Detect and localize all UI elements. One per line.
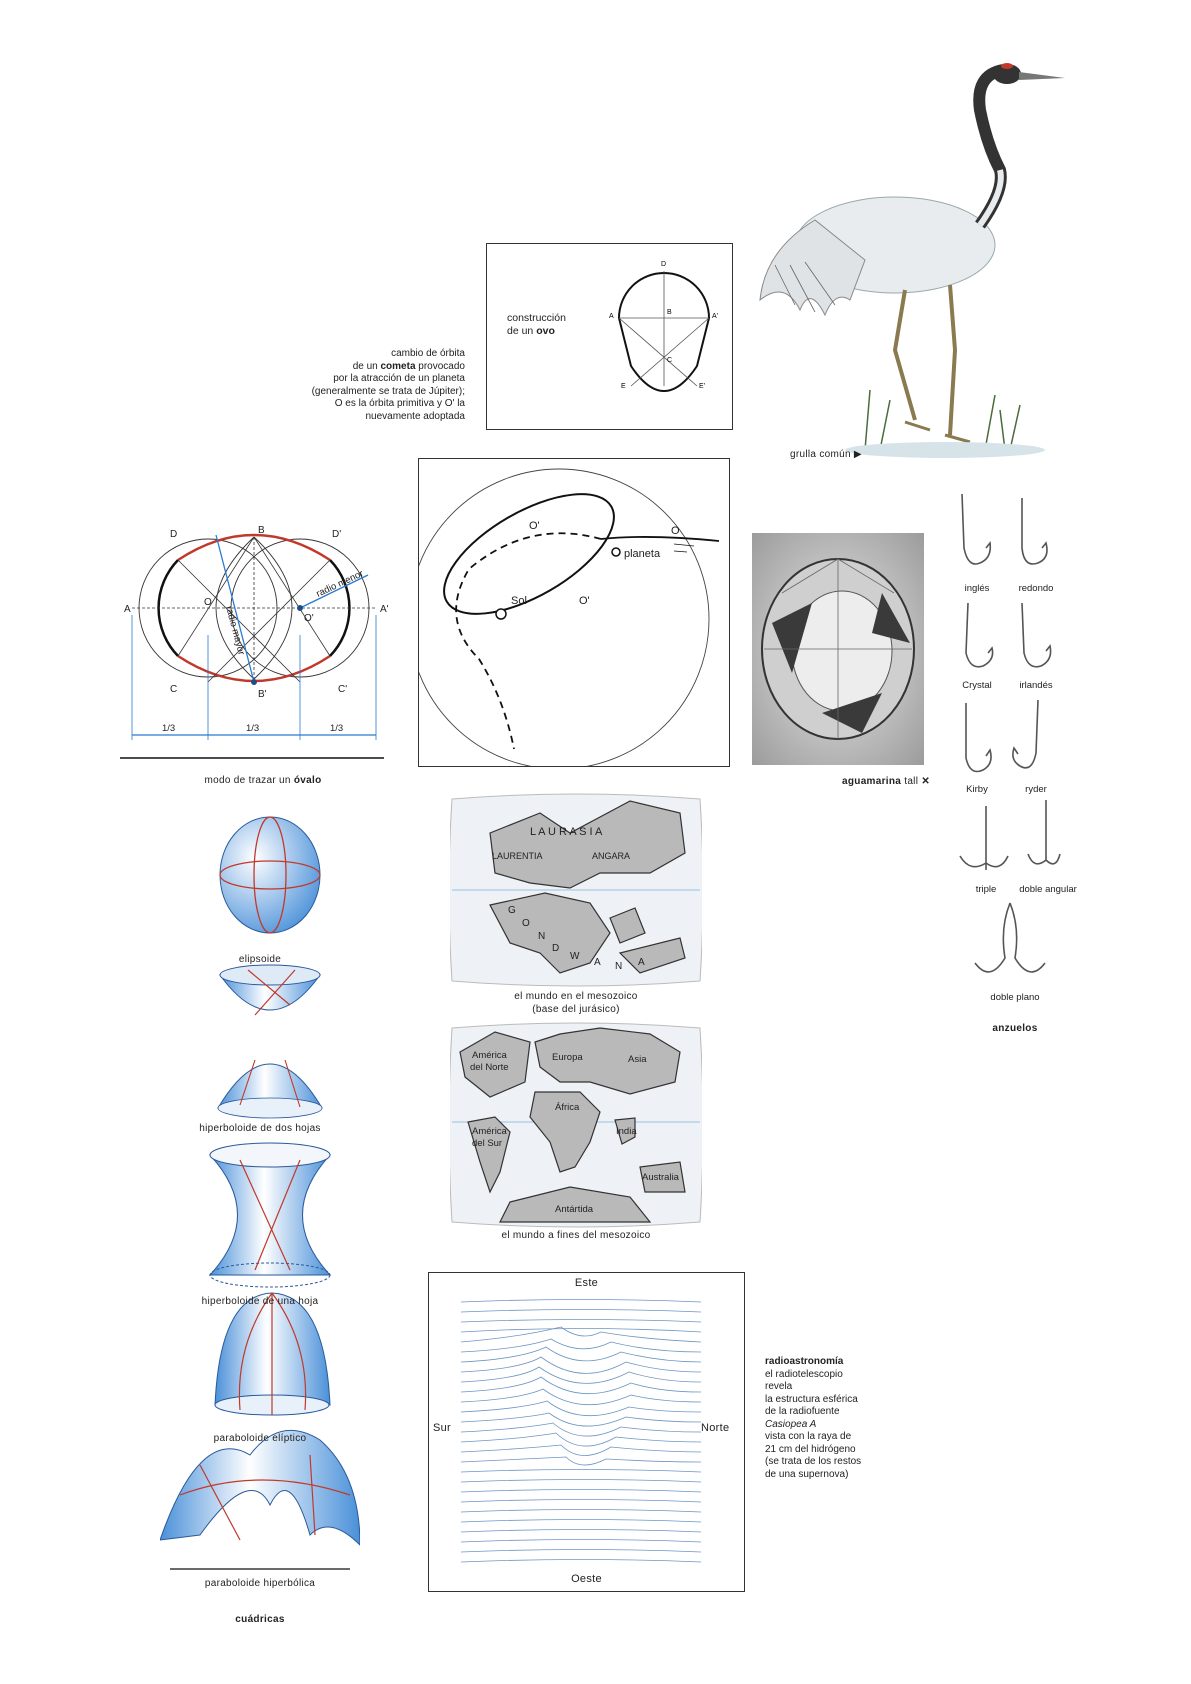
aquamarine-caption: aguamarina tall ✕ xyxy=(842,776,930,787)
radio-map-box xyxy=(428,1272,745,1592)
map2-label-america-sur-1: América xyxy=(472,1126,507,1137)
map1-label-laurentia: LAURENTIA xyxy=(492,851,543,861)
map1-caption: el mundo en el mesozoico (base del jurásico) xyxy=(514,991,638,1015)
ovo-label-ap: A' xyxy=(712,313,719,320)
quadric-label-hiperboloide-una-hoja: hiperboloide de una hoja xyxy=(201,1296,319,1307)
oval-third-1: 1/3 xyxy=(162,723,176,734)
map-mesozoic-end xyxy=(450,1022,702,1228)
ovo-label-c: C xyxy=(667,357,673,364)
ovo-label-d: D xyxy=(661,261,667,268)
oval-label-radio-mayor: radio mayor xyxy=(223,604,247,657)
map2-caption: el mundo a fines del mesozoico xyxy=(501,1230,651,1241)
radio-label-oeste: Oeste xyxy=(571,1573,602,1585)
crane-illustration xyxy=(755,50,1075,460)
hook-crystal-shape xyxy=(966,603,993,667)
oval-caption: modo de trazar un óvalo xyxy=(204,775,322,786)
hook-redondo-shape xyxy=(1022,498,1047,564)
hook-triple-shape xyxy=(960,806,1008,869)
oval-third-3: 1/3 xyxy=(330,723,344,734)
oval-label-cp: C' xyxy=(338,684,348,695)
oval-label-d: D xyxy=(170,529,178,540)
hook-label-ingles: inglés xyxy=(964,583,990,594)
map1-label-laurasia: L A U R A S I A xyxy=(530,826,603,838)
hook-label-triple: triple xyxy=(975,884,997,895)
map1-label-n2: N xyxy=(615,961,623,972)
oval-label-a: A xyxy=(124,604,131,615)
hook-label-doble-angular: doble angular xyxy=(1019,884,1077,895)
radio-caption: radioastronomía el radiotelescopio revela la estructura esférica de la radiofuente Casiopea A vista con la raya de 21 cm del hidrógeno (se trata de los restos de una supernova) xyxy=(765,1356,862,1480)
map1-label-w: W xyxy=(570,951,580,962)
map1-label-a2: A xyxy=(638,957,645,968)
map2-label-india: India xyxy=(616,1126,637,1137)
crane-caption: grulla común ▶ xyxy=(790,449,862,460)
radio-label-sur: Sur xyxy=(433,1422,452,1434)
hook-irlandes-shape xyxy=(1022,603,1051,667)
ovo-diagram xyxy=(597,246,732,426)
quadrics-title: cuádricas xyxy=(235,1614,285,1625)
quadric-label-paraboloide-eliptico: paraboloide elíptico xyxy=(213,1433,307,1444)
comet-diagram-box xyxy=(418,458,730,767)
oval-label-radio-menor: radio menor xyxy=(314,568,366,600)
hook-label-irlandes: irlandés xyxy=(1019,680,1053,691)
hook-doble-angular-shape xyxy=(1028,800,1060,864)
quadrics-illustration xyxy=(160,815,360,1575)
map1-label-d: D xyxy=(552,943,560,954)
hooks-title: anzuelos xyxy=(992,1023,1038,1034)
comet-label-o-prime-top: O' xyxy=(529,520,540,532)
oval-label-op: O' xyxy=(304,613,314,624)
comet-label-o: O xyxy=(671,525,680,537)
oval-diagram xyxy=(118,515,408,760)
radio-label-este: Este xyxy=(574,1277,599,1289)
ovo-label-b: B xyxy=(667,309,672,316)
aquamarine-photo xyxy=(752,533,924,765)
ovo-title: construcción de un ovo xyxy=(507,312,566,337)
hook-label-doble-plano: doble plano xyxy=(990,992,1040,1003)
comet-caption: cambio de órbita de un cometa provocado por la atracción de un planeta (generalmente se trata de Júpiter); O es la órbita primitiva y O' la nuevamente adoptada xyxy=(311,348,465,422)
map-mesozoic-base xyxy=(450,793,702,987)
ovo-label-ep: E' xyxy=(699,383,706,390)
map2-label-america-norte-1: América xyxy=(472,1050,507,1061)
map1-label-o: O xyxy=(522,918,530,929)
quadric-label-hiperboloide-dos-hojas: hiperboloide de dos hojas xyxy=(199,1123,321,1134)
map1-label-n1: N xyxy=(538,931,546,942)
comet-label-sol: Sol xyxy=(511,595,527,607)
hooks-illustration xyxy=(950,488,1070,1008)
hook-label-ryder: ryder xyxy=(1025,784,1047,795)
oval-label-c: C xyxy=(170,684,178,695)
map2-label-australia: Australia xyxy=(642,1172,679,1183)
hook-kirby-shape xyxy=(966,703,991,772)
comet-label-planeta: planeta xyxy=(624,548,661,560)
comet-label-o-prime-mid: O' xyxy=(579,595,590,607)
map2-label-africa: África xyxy=(555,1102,580,1113)
ovo-label-e: E xyxy=(621,383,626,390)
oval-label-o: O xyxy=(204,597,212,608)
map1-label-a1: A xyxy=(594,957,601,968)
oval-third-2: 1/3 xyxy=(246,723,260,734)
oval-label-b: B xyxy=(258,525,265,536)
ovo-label-a: A xyxy=(609,313,614,320)
hook-ingles-shape xyxy=(962,494,990,564)
oval-label-dp: D' xyxy=(332,529,342,540)
comet-orbit-diagram xyxy=(419,459,729,766)
aquamarine-mark-icon: ✕ xyxy=(921,776,930,787)
map2-label-america-sur-2: del Sur xyxy=(472,1138,503,1149)
radio-contour-plot xyxy=(461,1297,701,1567)
hook-label-redondo: redondo xyxy=(1018,583,1054,594)
hook-label-kirby: Kirby xyxy=(966,784,988,795)
map1-label-g: G xyxy=(508,905,516,916)
map2-label-antartida: Antártida xyxy=(555,1204,594,1215)
hook-doble-plano-shape xyxy=(975,903,1045,972)
hook-label-crystal: Crystal xyxy=(962,680,992,691)
quadric-label-elipsoide: elipsoide xyxy=(238,954,282,965)
map2-label-asia: Asia xyxy=(628,1054,647,1065)
oval-label-ap: A' xyxy=(380,604,389,615)
hook-ryder-shape xyxy=(1013,700,1038,768)
map2-label-america-norte-2: del Norte xyxy=(470,1062,509,1073)
map1-label-angara: ANGARA xyxy=(592,851,631,861)
oval-label-bp: B' xyxy=(258,689,267,700)
map2-label-europa: Europa xyxy=(552,1052,583,1063)
radio-label-norte: Norte xyxy=(701,1422,730,1434)
quadric-label-paraboloide-hiperbolica: paraboloide hiperbólica xyxy=(204,1578,316,1589)
ovo-construction-box xyxy=(486,243,733,430)
